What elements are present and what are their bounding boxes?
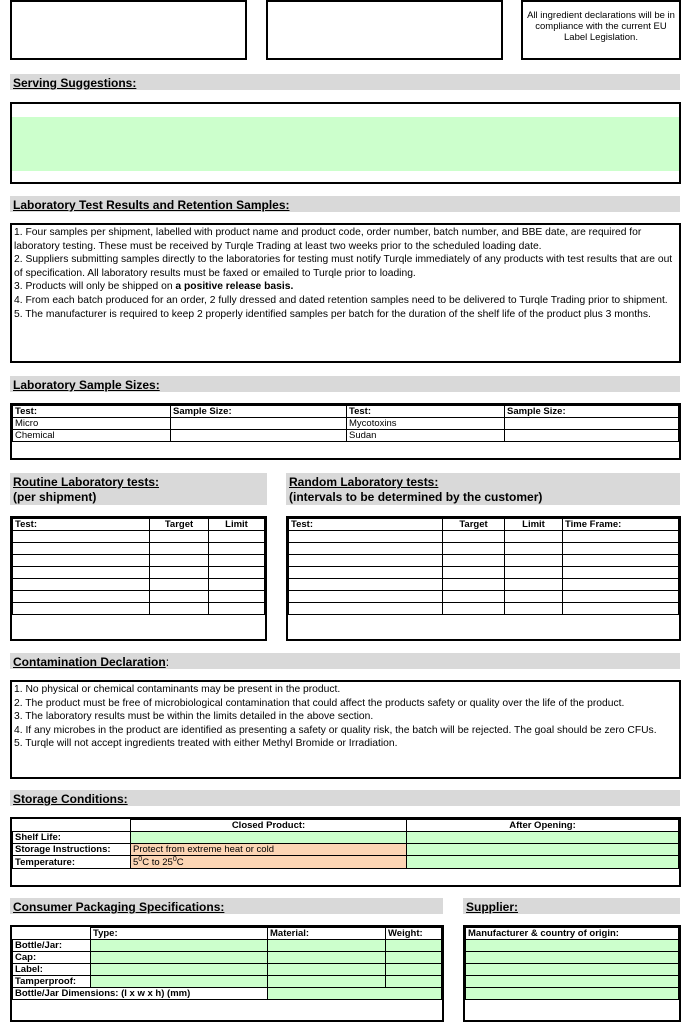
routine-cell[interactable] [150, 579, 209, 591]
routine-cell[interactable] [13, 603, 150, 615]
routine-cell[interactable] [13, 591, 150, 603]
temperature-open-input[interactable] [407, 856, 679, 869]
random-cell[interactable] [443, 603, 505, 615]
routine-cell[interactable] [150, 567, 209, 579]
routine-cell[interactable] [150, 531, 209, 543]
top-box-2 [266, 0, 503, 60]
random-header-test: Test: [289, 519, 443, 531]
sample-sizes-table [12, 405, 679, 442]
storage-col-open: After Opening: [407, 820, 679, 832]
serving-header: Serving Suggestions: [10, 74, 680, 90]
random-cell[interactable] [505, 603, 563, 615]
routine-cell[interactable] [150, 603, 209, 615]
sample-size-cell[interactable] [505, 418, 679, 430]
table-row [13, 964, 442, 976]
sample-test-mycotoxins: Mycotoxins [347, 418, 505, 430]
routine-cell[interactable] [150, 543, 209, 555]
packaging-type-input[interactable] [91, 964, 268, 976]
random-cell[interactable] [443, 579, 505, 591]
routine-cell[interactable] [209, 555, 265, 567]
serving-input[interactable] [12, 117, 679, 171]
sample-header-size-2: Sample Size: [505, 406, 679, 418]
packaging-type-input[interactable] [91, 976, 268, 988]
packaging-weight-input[interactable] [386, 976, 442, 988]
table-row [13, 976, 442, 988]
table-row [289, 567, 679, 579]
packaging-weight-input[interactable] [386, 964, 442, 976]
random-cell[interactable] [563, 603, 679, 615]
table-row [13, 940, 442, 952]
table-row [13, 567, 265, 579]
random-cell[interactable] [505, 543, 563, 555]
storage-table [12, 819, 679, 869]
table-row [13, 531, 265, 543]
packaging-label-dimensions: Bottle/Jar Dimensions: (l x w x h) (mm) [13, 988, 268, 1000]
routine-cell[interactable] [13, 531, 150, 543]
packaging-header-type: Type: [91, 928, 268, 940]
packaging-header-material: Material: [268, 928, 386, 940]
lab-item-5: 5. The manufacturer is required to keep 2 properly identified samples per batch for the duration of the shelf life of the product plus 3 months. [14, 308, 651, 320]
sample-header-size: Sample Size: [171, 406, 347, 418]
random-cell[interactable] [443, 591, 505, 603]
packaging-dimensions-input[interactable] [268, 988, 442, 1000]
routine-cell[interactable] [13, 579, 150, 591]
table-row [289, 603, 679, 615]
random-cell[interactable] [443, 555, 505, 567]
routine-cell[interactable] [209, 591, 265, 603]
packaging-type-input[interactable] [91, 940, 268, 952]
random-cell[interactable] [289, 591, 443, 603]
packaging-label-label: Label: [13, 964, 91, 976]
random-cell[interactable] [289, 555, 443, 567]
random-cell[interactable] [289, 579, 443, 591]
sample-sizes-header: Laboratory Sample Sizes: [10, 376, 680, 392]
random-table [288, 518, 679, 615]
supplier-origin-input[interactable] [466, 940, 679, 952]
supplier-box [463, 925, 681, 1022]
sample-test-sudan: Sudan [347, 430, 505, 442]
table-row [13, 591, 265, 603]
storage-header: Storage Conditions: [10, 790, 680, 806]
serving-box [10, 102, 681, 184]
packaging-material-input[interactable] [268, 952, 386, 964]
routine-header: Routine Laboratory tests: (per shipment) [10, 473, 267, 505]
table-row [289, 531, 679, 543]
supplier-table [465, 927, 679, 1000]
random-cell[interactable] [289, 567, 443, 579]
contamination-item-1: 1. No physical or chemical contaminants may be present in the product. [14, 684, 341, 695]
lab-results-box [10, 223, 681, 363]
contamination-header: Contamination Declaration: [10, 653, 680, 669]
supplier-origin-input[interactable] [466, 988, 679, 1000]
sample-sizes-box [10, 403, 681, 460]
table-row [13, 856, 679, 869]
routine-cell[interactable] [209, 603, 265, 615]
random-header: Random Laboratory tests: (intervals to be determined by the customer) [286, 473, 680, 505]
lab-item-3: 3. Products will only be shipped on a positive release basis. [14, 281, 294, 293]
packaging-label-tamperproof: Tamperproof: [13, 976, 91, 988]
random-header-time-frame: Time Frame: [563, 519, 679, 531]
routine-box [10, 516, 267, 641]
routine-cell[interactable] [150, 591, 209, 603]
packaging-header: Consumer Packaging Specifications: [10, 898, 443, 914]
table-row [289, 591, 679, 603]
packaging-label-bottle: Bottle/Jar: [13, 940, 91, 952]
random-cell[interactable] [443, 531, 505, 543]
lab-item-4: 4. From each batch produced for an order, 2 fully dressed and dated retention samples need to be delivered to Turqle Trading prior to shipment. [14, 294, 668, 306]
routine-cell[interactable] [13, 555, 150, 567]
shelf-life-open-input[interactable] [407, 832, 679, 844]
random-cell[interactable] [563, 579, 679, 591]
label-compliance-note: All ingredient declarations will be in compliance with the current EU Label Legislation. [521, 0, 681, 60]
routine-cell[interactable] [13, 567, 150, 579]
sample-test-micro: Micro [13, 418, 171, 430]
lab-results-header: Laboratory Test Results and Retention Samples: [10, 196, 680, 212]
table-row [289, 555, 679, 567]
random-cell[interactable] [563, 531, 679, 543]
random-cell[interactable] [505, 555, 563, 567]
lab-item-2: 2. Suppliers submitting samples directly to the laboratories for testing must notify Turqle immediately of any products with test results that are out of specification. All laboratory results must be faxed or emailed to Turqle prior to loading. [14, 254, 673, 279]
lab-item-1: 1. Four samples per shipment, labelled with product name and product code, order number, batch number, and BBE date, are required for laboratory testing. These must be received by Turqle Trading at least two weeks prior to the scheduled loading date. [14, 227, 642, 252]
table-row [13, 832, 679, 844]
contamination-box [10, 680, 681, 779]
packaging-material-input[interactable] [268, 976, 386, 988]
routine-cell[interactable] [209, 543, 265, 555]
supplier-origin-input[interactable] [466, 952, 679, 964]
storage-instructions-open-input[interactable] [407, 844, 679, 856]
supplier-header-origin: Manufacturer & country of origin: [466, 928, 679, 940]
top-box-1 [10, 0, 247, 60]
random-cell[interactable] [563, 555, 679, 567]
sample-header-test-2: Test: [347, 406, 505, 418]
random-box [286, 516, 681, 641]
storage-label-shelf-life: Shelf Life: [13, 832, 131, 844]
random-cell[interactable] [505, 591, 563, 603]
packaging-weight-input[interactable] [386, 952, 442, 964]
table-row [13, 952, 442, 964]
routine-cell[interactable] [209, 567, 265, 579]
contamination-item-2: 2. The product must be free of microbiological contamination that could affect the products safety or quality over the life of the product. [14, 697, 625, 709]
packaging-table [12, 927, 442, 1000]
random-cell[interactable] [505, 579, 563, 591]
contamination-item-4: 4. If any microbes in the product are identified as presenting a safety or quality risk, the batch will be rejected. The goal should be zero CFUs. [14, 724, 657, 736]
random-header-target: Target [443, 519, 505, 531]
storage-col-closed: Closed Product: [131, 820, 407, 832]
sample-header-test: Test: [13, 406, 171, 418]
shelf-life-closed-input[interactable] [131, 832, 407, 844]
temperature-closed[interactable]: $5^0C$ to $25^0C$ [131, 856, 407, 869]
supplier-header: Supplier: [463, 898, 680, 914]
random-header-limit: Limit [505, 519, 563, 531]
contamination-item-3: 3. The laboratory results must be within the limits detailed in the above section. [14, 711, 374, 723]
random-cell[interactable] [563, 591, 679, 603]
random-cell[interactable] [289, 543, 443, 555]
storage-label-temperature: Temperature: [13, 856, 131, 869]
routine-table [12, 518, 265, 615]
routine-cell[interactable] [209, 531, 265, 543]
random-cell[interactable] [443, 543, 505, 555]
supplier-origin-input[interactable] [466, 976, 679, 988]
table-row [13, 844, 679, 856]
supplier-origin-input[interactable] [466, 964, 679, 976]
random-cell[interactable] [505, 567, 563, 579]
packaging-material-input[interactable] [268, 940, 386, 952]
packaging-label-cap: Cap: [13, 952, 91, 964]
random-cell[interactable] [505, 531, 563, 543]
packaging-material-input[interactable] [268, 964, 386, 976]
packaging-weight-input[interactable] [386, 940, 442, 952]
routine-cell[interactable] [150, 555, 209, 567]
packaging-box [10, 925, 444, 1022]
table-row [13, 603, 265, 615]
routine-header-test: Test: [13, 519, 150, 531]
table-row [13, 555, 265, 567]
table-row [13, 543, 265, 555]
sample-size-cell[interactable] [505, 430, 679, 442]
random-cell[interactable] [443, 567, 505, 579]
routine-header-limit: Limit [209, 519, 265, 531]
random-cell[interactable] [563, 567, 679, 579]
table-row [13, 988, 442, 1000]
table-row [289, 579, 679, 591]
random-cell[interactable] [289, 531, 443, 543]
packaging-header-weight: Weight: [386, 928, 442, 940]
sample-size-cell[interactable] [171, 418, 347, 430]
sample-test-chemical: Chemical [13, 430, 171, 442]
random-cell[interactable] [289, 603, 443, 615]
storage-box [10, 817, 681, 887]
routine-cell[interactable] [209, 579, 265, 591]
random-cell[interactable] [563, 543, 679, 555]
routine-header-target: Target [150, 519, 209, 531]
sample-size-cell[interactable] [171, 430, 347, 442]
routine-cell[interactable] [13, 543, 150, 555]
table-row [13, 418, 679, 430]
table-row [13, 430, 679, 442]
storage-instructions-closed[interactable]: Protect from extreme heat or cold [131, 844, 407, 856]
storage-label-instructions: Storage Instructions: [13, 844, 131, 856]
contamination-item-5: 5. Turqle will not accept ingredients treated with either Methyl Bromide or Irradiation. [14, 738, 398, 750]
table-row [289, 543, 679, 555]
table-row [13, 579, 265, 591]
packaging-type-input[interactable] [91, 952, 268, 964]
